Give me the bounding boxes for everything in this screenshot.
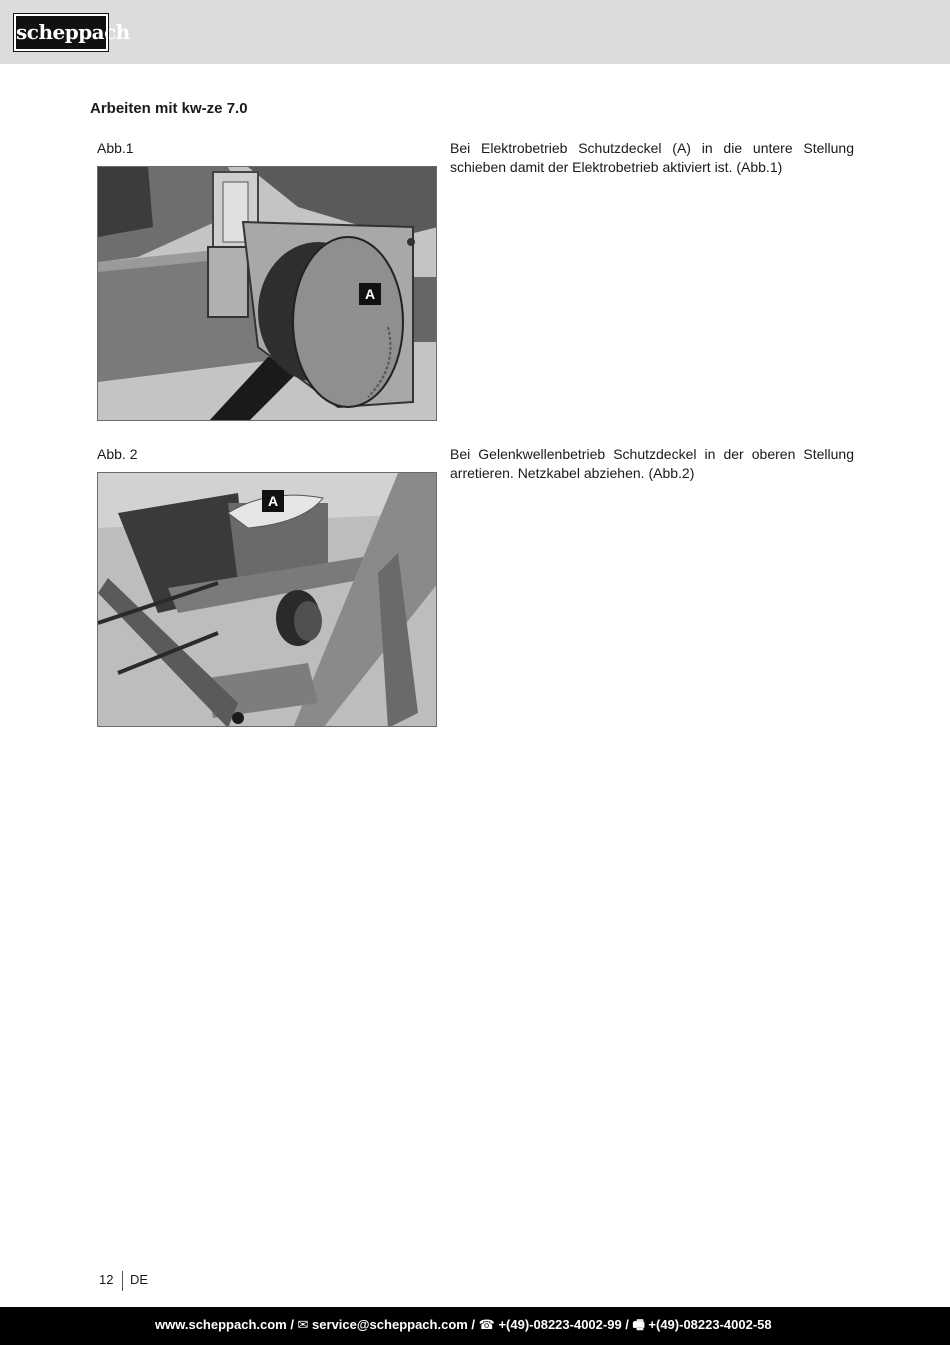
- contact-line: www.scheppach.com / ✉ service@scheppach.com / ☎ +(49)-08223-4002-99 / 🖷 +(49)-08223-4002-58: [155, 1317, 772, 1332]
- figure-2-label: Abb. 2: [97, 446, 138, 462]
- figure-1-photo: [97, 166, 437, 421]
- page-header: [0, 0, 950, 64]
- figure-2-description: Bei Gelenkwellenbetrieb Schutzdeckel in der oberen Stellung arretieren. Netzkabel abziehen. (Abb.2): [450, 446, 854, 481]
- page-number-divider: [122, 1271, 123, 1291]
- scheppach-logo: scheppach: [14, 14, 108, 51]
- language-code: DE: [130, 1272, 149, 1287]
- figure-1-description: Bei Elektrobetrieb Schutzdeckel (A) in die untere Stellung schieben damit der Elektrobetrieb aktiviert ist. (Abb.1): [450, 140, 854, 175]
- callout-a: A: [359, 283, 381, 305]
- section-title: Arbeiten mit kw-ze 7.0: [90, 100, 248, 117]
- figure-1-label: Abb.1: [97, 140, 134, 156]
- callout-a: A: [262, 490, 284, 512]
- page-number: 12: [99, 1272, 114, 1287]
